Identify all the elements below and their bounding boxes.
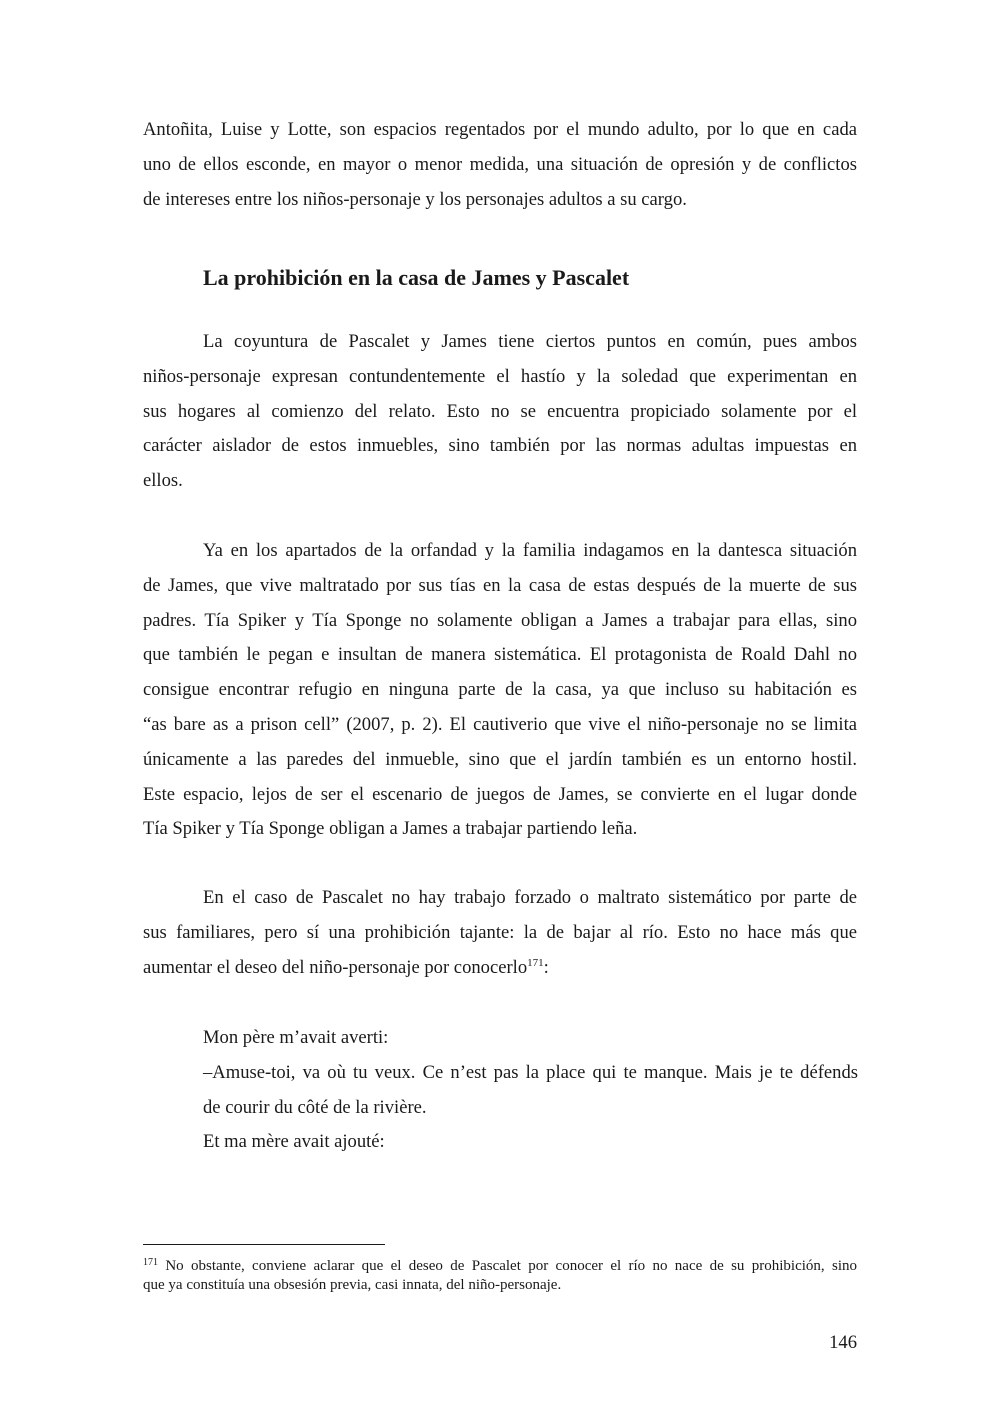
text-line: En el caso de Pascalet no hay trabajo forzado o maltrato sistemático por parte de	[203, 887, 857, 908]
text-line: niños-personaje expresan contundentemente el hastío y la soledad que experimentan en	[143, 365, 857, 387]
text-line: carácter aislador de estos inmuebles, sino también por las normas adultas impuestas en	[143, 435, 857, 457]
text-line: “as bare as a prison cell” (2007, p. 2). El cautiverio que vive el niño-personaje no se limita	[143, 713, 857, 735]
footnote-line	[143, 1257, 857, 1276]
text-line: padres. Tía Spiker y Tía Sponge no solamente obligan a James a trabajar para ellas, sino	[143, 609, 857, 631]
block-quote	[203, 1021, 858, 1160]
text-line: únicamente a las paredes del inmueble, sino que el jardín también es un entorno hostil.	[143, 748, 857, 770]
text-line: que también le pegan e insultan de manera sistemática. El protagonista de Roald Dahl no	[143, 644, 857, 666]
section-heading: La prohibición en la casa de James y Pascalet	[203, 265, 630, 290]
text-line: de James, que vive maltratado por sus tías en la casa de estas después de la muerte de sus	[143, 574, 857, 596]
text-line-tail: :	[543, 956, 549, 978]
footnote-line: que ya constituía una obsesión previa, casi innata, del niño-personaje.	[143, 1277, 562, 1293]
quote-line: de courir du côté de la rivière.	[203, 1096, 427, 1118]
text-line: Este espacio, lejos de ser el escenario de juegos de James, se convierte en el lugar donde	[143, 783, 857, 805]
text-line: de intereses entre los niños-personaje y los personajes adultos a su cargo.	[143, 188, 687, 210]
footnote-divider	[143, 1244, 385, 1245]
footnote-text: No obstante, conviene aclarar que el deseo de Pascalet por conocer el río no nace de su prohibición, sino	[158, 1258, 857, 1274]
text-line: Antoñita, Luise y Lotte, son espacios regentados por el mundo adulto, por lo que en cada	[143, 119, 857, 140]
quote-line: –Amuse-toi, va où tu veux. Ce n’est pas la place qui te manque. Mais je te défends	[203, 1061, 858, 1083]
text-line: sus familiares, pero sí una prohibición tajante: la de bajar al río. Esto no hace más que	[143, 921, 857, 943]
text-line: Ya en los apartados de la orfandad y la familia indagamos en la dantesca situación	[203, 540, 857, 561]
text-line: La coyuntura de Pascalet y James tiene ciertos puntos en común, pues ambos	[203, 331, 857, 352]
footnote-number: 171	[143, 1257, 158, 1268]
footnote-reference[interactable]: 171	[527, 956, 544, 969]
paragraph-3	[143, 881, 857, 985]
text-line: ellos.	[143, 470, 183, 492]
page-number: 146	[829, 1332, 857, 1353]
quote-line: Mon père m’avait averti:	[203, 1027, 389, 1048]
text-line: consigue encontrar refugio en ninguna parte de la casa, ya que incluso su habitación es	[143, 679, 857, 701]
text-line: uno de ellos esconde, en mayor o menor medida, una situación de opresión y de conflictos	[143, 153, 857, 175]
text-line	[143, 951, 857, 986]
text-line: sus hogares al comienzo del relato. Esto no se encuentra propiciado solamente por el	[143, 400, 857, 422]
paragraph-intro	[143, 113, 857, 217]
quote-line: Et ma mère avait ajouté:	[203, 1131, 385, 1153]
text-line-body: aumentar el deseo del niño-personaje por conocerlo	[143, 956, 528, 978]
paragraph-2	[143, 534, 857, 847]
text-line: Tía Spiker y Tía Sponge obligan a James a trabajar partiendo leña.	[143, 818, 638, 840]
paragraph-1	[143, 325, 857, 499]
footnote	[143, 1257, 857, 1295]
